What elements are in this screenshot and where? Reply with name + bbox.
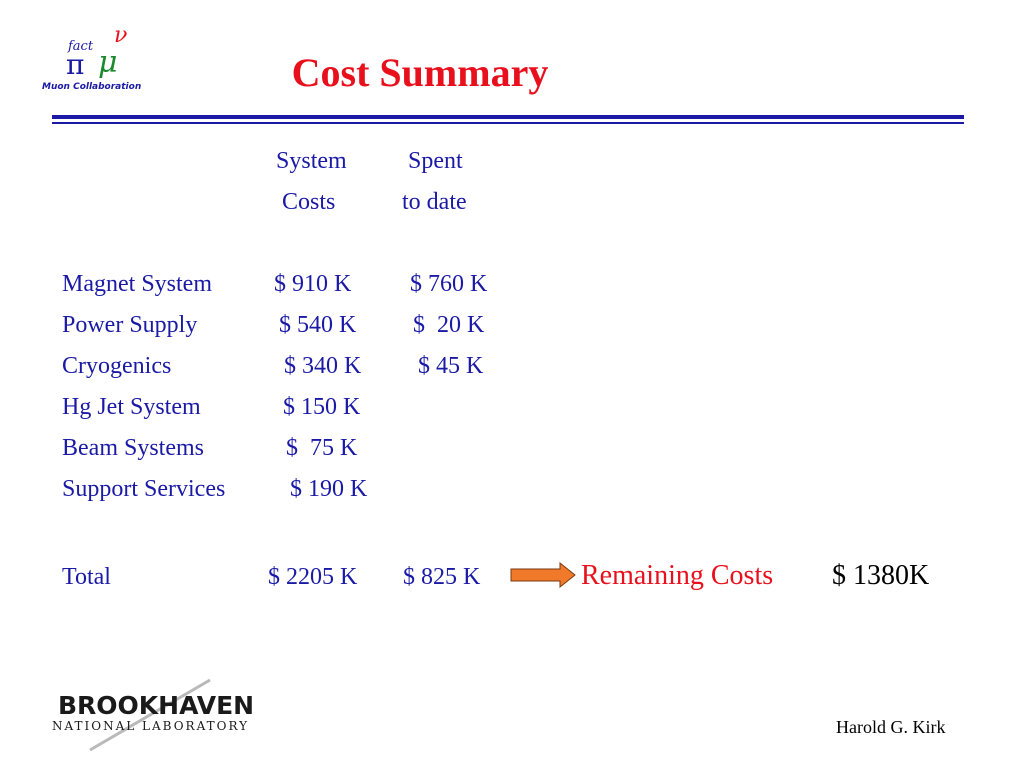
- col-header-spent-line2: to date: [402, 189, 467, 215]
- remaining-costs-value: $ 1380K: [832, 560, 930, 591]
- title-rule-thick: [52, 115, 964, 119]
- logo-mu: μ: [98, 45, 118, 80]
- total-label: Total: [62, 564, 111, 590]
- row-label: Power Supply: [62, 312, 198, 338]
- remaining-costs-label: Remaining Costs: [581, 560, 774, 591]
- logo-fact: fact: [68, 39, 94, 54]
- total-spent: $ 825 K: [403, 564, 481, 590]
- row-system-cost: $ 75 K: [286, 435, 358, 461]
- bnl-line1: BROOKHAVEN: [58, 691, 255, 720]
- row-label: Hg Jet System: [62, 394, 201, 420]
- row-system-cost: $ 910 K: [274, 271, 352, 297]
- author-name: Harold G. Kirk: [836, 717, 946, 737]
- logo-pi: π: [66, 48, 85, 81]
- row-spent: $ 760 K: [410, 271, 488, 297]
- col-header-system-line2: Costs: [282, 189, 336, 215]
- row-system-cost: $ 190 K: [290, 476, 368, 502]
- row-label: Magnet System: [62, 271, 212, 297]
- row-spent: $ 45 K: [418, 353, 484, 379]
- row-spent: $ 20 K: [413, 312, 485, 338]
- col-header-system-line1: System: [276, 148, 347, 174]
- row-system-cost: $ 150 K: [283, 394, 361, 420]
- total-system-cost: $ 2205 K: [268, 564, 358, 590]
- brookhaven-logo: [50, 678, 280, 756]
- bnl-line2: NATIONAL LABORATORY: [52, 719, 250, 733]
- logo-nu: ν: [114, 23, 128, 48]
- row-system-cost: $ 540 K: [279, 312, 357, 338]
- row-label: Support Services: [62, 476, 226, 502]
- logo-collab: Muon Collaboration: [42, 82, 142, 92]
- row-system-cost: $ 340 K: [284, 353, 362, 379]
- col-header-spent-line1: Spent: [408, 148, 463, 174]
- page-title: Cost Summary: [291, 50, 549, 95]
- title-rule-thin: [52, 122, 964, 124]
- arrow-right-icon: [510, 562, 576, 588]
- row-label: Beam Systems: [62, 435, 204, 461]
- row-label: Cryogenics: [62, 353, 172, 379]
